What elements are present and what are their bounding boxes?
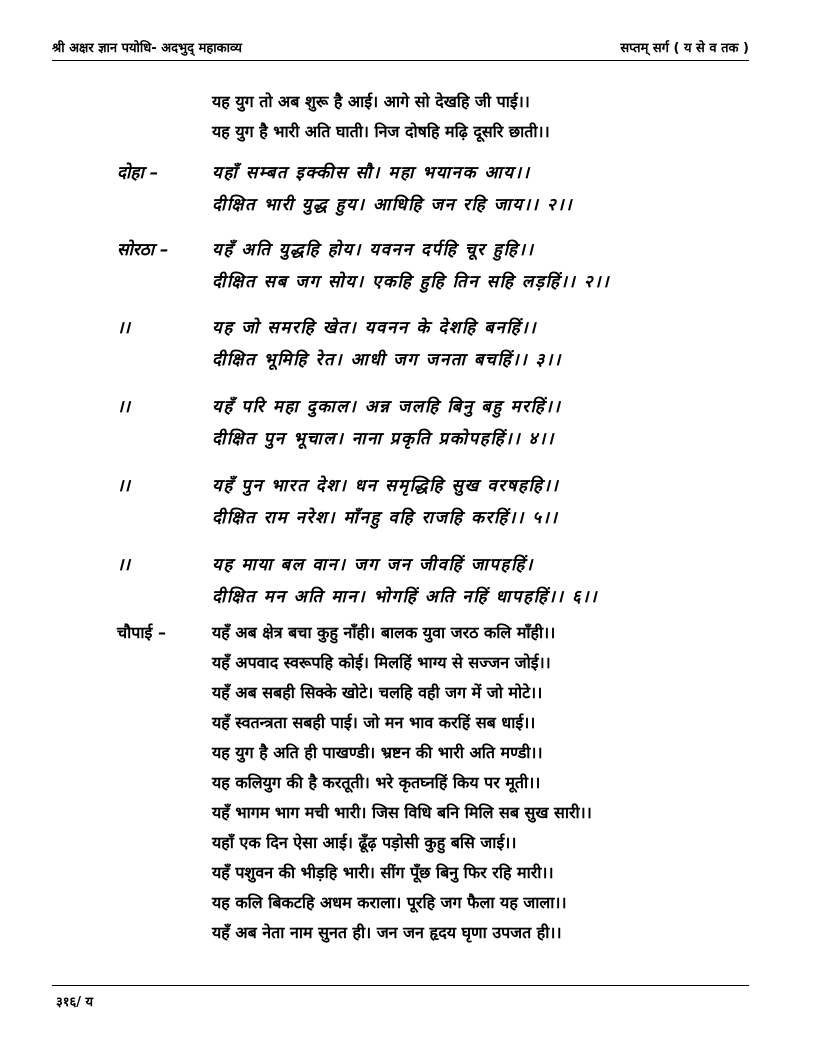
chaupai-line: यहँ पशुवन की भीड़हि भारी। सींग पूँछ बिनु फिर रहि मारी।। — [212, 863, 554, 882]
stanza-label: ।। — [117, 397, 130, 417]
verse-line: यहँ पुन भारत देश। धन समृद्धिहि सुख वरषहहि।। — [212, 476, 560, 496]
verse-line: दीक्षित राम नरेश। माँनहु वहि राजहि करहिं।। ५।। — [212, 508, 559, 528]
verse-line: यह युग तो अब शुरू है आई। आगे सो देखहि जी पाई।। — [212, 92, 530, 111]
book-title: श्री अक्षर ज्ञान पयोधि- अदभुद् महाकाव्य — [52, 41, 242, 56]
chaupai-line: यहँ अपवाद स्वरूपहि कोई। मिलहिं भाग्य से सज्जन जोई।। — [212, 653, 551, 672]
verse-line: यह युग है भारी अति घाती। निज दोषहि मढ़ि दूसरि छाती।। — [212, 122, 550, 141]
page-header — [52, 38, 749, 58]
footer-divider — [52, 985, 749, 986]
chaupai-line: यह कलियुग की है करतूती। भरे कृतघ्नहिं किय पर मूती।। — [212, 773, 541, 792]
stanza-label: ।। — [117, 318, 130, 338]
chaupai-line: यहाँ एक दिन ऐसा आई। ढूँढ़ पड़ोसी कुहु बसि जाई।। — [212, 833, 517, 852]
chaupai-line: यहँ अब सबही सिक्के खोटे। चलहि वही जग में जो मोटे।। — [212, 683, 543, 702]
chaupai-line: यहँ अब क्षेत्र बचा कुहु नाँही। बालक युवा जरठ कलि माँही।। — [212, 623, 556, 642]
verse-line: यहँ परि महा दुकाल। अन्न जलहि बिनु बहु मरहिं।। — [212, 397, 562, 417]
chaupai-line: यह युग है अति ही पाखण्डी। भ्रष्टन की भारी अति मण्डी।। — [212, 743, 543, 762]
header-divider — [52, 60, 749, 61]
verse-line: दीक्षित भारी युद्ध हुय। आधिहि जन रहि जाय।। २।। — [212, 195, 574, 215]
stanza-label: ।। — [117, 555, 130, 575]
chaupai-label: चौपाई – — [117, 623, 166, 642]
page-number: ३१६/ य — [56, 995, 94, 1010]
verse-line: यह माया बल वान। जग जन जीवहिं जापहहिं। — [212, 555, 534, 575]
verse-line: यह जो समरहि खेत। यवनन के देशहि बनहिं।। — [212, 318, 538, 338]
verse-line: दीक्षित भूमिहि रेत। आधी जग जनता बचहिं।। ३।। — [212, 350, 562, 370]
stanza-label: दोहा – — [117, 163, 159, 183]
verse-line: यहँ अति युद्धहि होय। यवनन दर्पहि चूर हुहि।। — [212, 240, 535, 260]
stanza-label: ।। — [117, 476, 130, 496]
chaupai-line: यहँ अब नेता नाम सुनत ही। जन जन हृदय घृणा उपजत ही।। — [212, 923, 562, 942]
chaupai-line: यहँ स्वतन्त्रता सबही पाई। जो मन भाव करहिं सब धाई।। — [212, 713, 536, 732]
stanza-label: सोरठा – — [117, 240, 169, 260]
chaupai-line: यह कलि बिकटहि अधम कराला। पूरहि जग फैला यह जाला।। — [212, 893, 567, 912]
verse-line: दीक्षित सब जग सोय। एकहि हुहि तिन सहि लड़हिं।। २।। — [212, 272, 611, 292]
verse-line: दीक्षित पुन भूचाल। नाना प्रकृति प्रकोपहहिं।। ४।। — [212, 429, 555, 449]
verse-line: दीक्षित मन अति मान। भोगहिं अति नहिं धापहहिं।। ६।। — [212, 587, 599, 607]
chaupai-line: यहँ भागम भाग मची भारी। जिस विधि बनि मिलि सब सुख सारी।। — [212, 803, 592, 822]
verse-line: यहाँ सम्बत इक्कीस सौ। महा भयानक आय।। — [212, 163, 531, 183]
chapter-title: सप्तम् सर्ग ( य से व तक ) — [620, 41, 749, 56]
